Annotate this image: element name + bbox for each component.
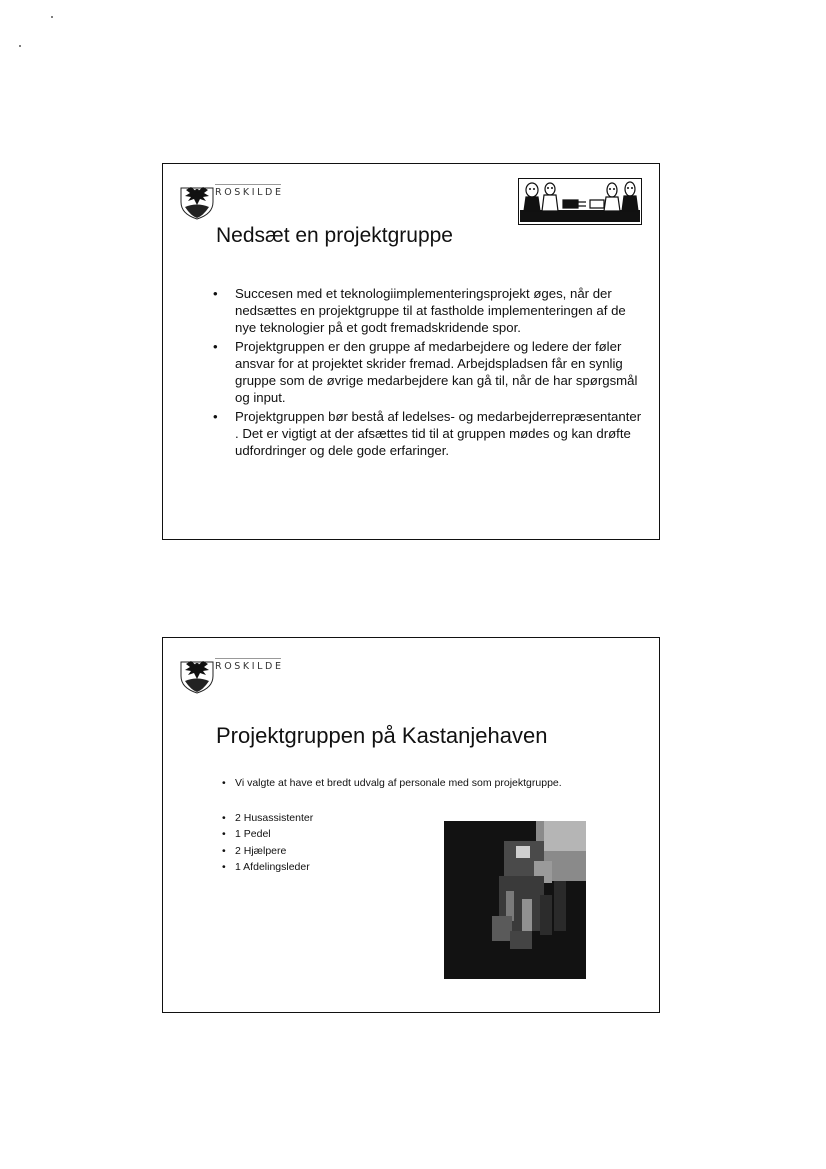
photo-content — [444, 821, 586, 979]
lead-list — [235, 777, 645, 789]
roskilde-coat-of-arms-logo — [177, 178, 217, 220]
roskilde-coat-of-arms-logo — [177, 652, 217, 694]
bullet-item: • Projektgruppen er den gruppe af medarbejdere og ledere der føler ansvar for at projektet skrider fremad. Arbejdspladsen får en synlig gruppe som de øvrige medarbejdere kan gå til, når de har spørgsmål og input. — [235, 338, 645, 406]
member-list — [235, 810, 313, 875]
member-item: • 1 Pedel — [235, 826, 313, 842]
scan-speck — [51, 16, 53, 18]
scan-speck — [19, 45, 21, 47]
brand-name: ROSKILDE — [215, 661, 284, 672]
bullet-item: • Succesen med et teknologiimplementeringsprojekt øges, når der nedsættes en projektgruppe til at fastholde implementeringen af de nye teknologier på et godt fremadskridende spor. — [235, 285, 645, 336]
lead-item: • Vi valgte at have et bredt udvalg af personale med som projektgruppe. — [235, 777, 645, 789]
brand-name: ROSKILDE — [215, 187, 284, 198]
brand-rule — [215, 658, 281, 659]
member-item: • 2 Husassistenter — [235, 810, 313, 826]
people-plug-clipart — [518, 178, 642, 225]
bullet-item: • Projektgruppen bør bestå af ledelses- og medarbejderrepræsentanter . Det er vigtigt at der afsættes tid til at gruppen mødes og kan drøfte udfordringer og dele gode erfaringer. — [235, 408, 645, 459]
slide-title: Projektgruppen på Kastanjehaven — [216, 723, 548, 748]
brand-rule — [215, 184, 281, 185]
member-item: • 2 Hjælpere — [235, 843, 313, 859]
bullet-list — [235, 285, 645, 461]
slide-1 — [162, 163, 660, 540]
member-item: • 1 Afdelingsleder — [235, 859, 313, 875]
slide-title: Nedsæt en projektgruppe — [216, 224, 453, 247]
slide-2 — [162, 637, 660, 1013]
group-photo — [444, 821, 586, 979]
